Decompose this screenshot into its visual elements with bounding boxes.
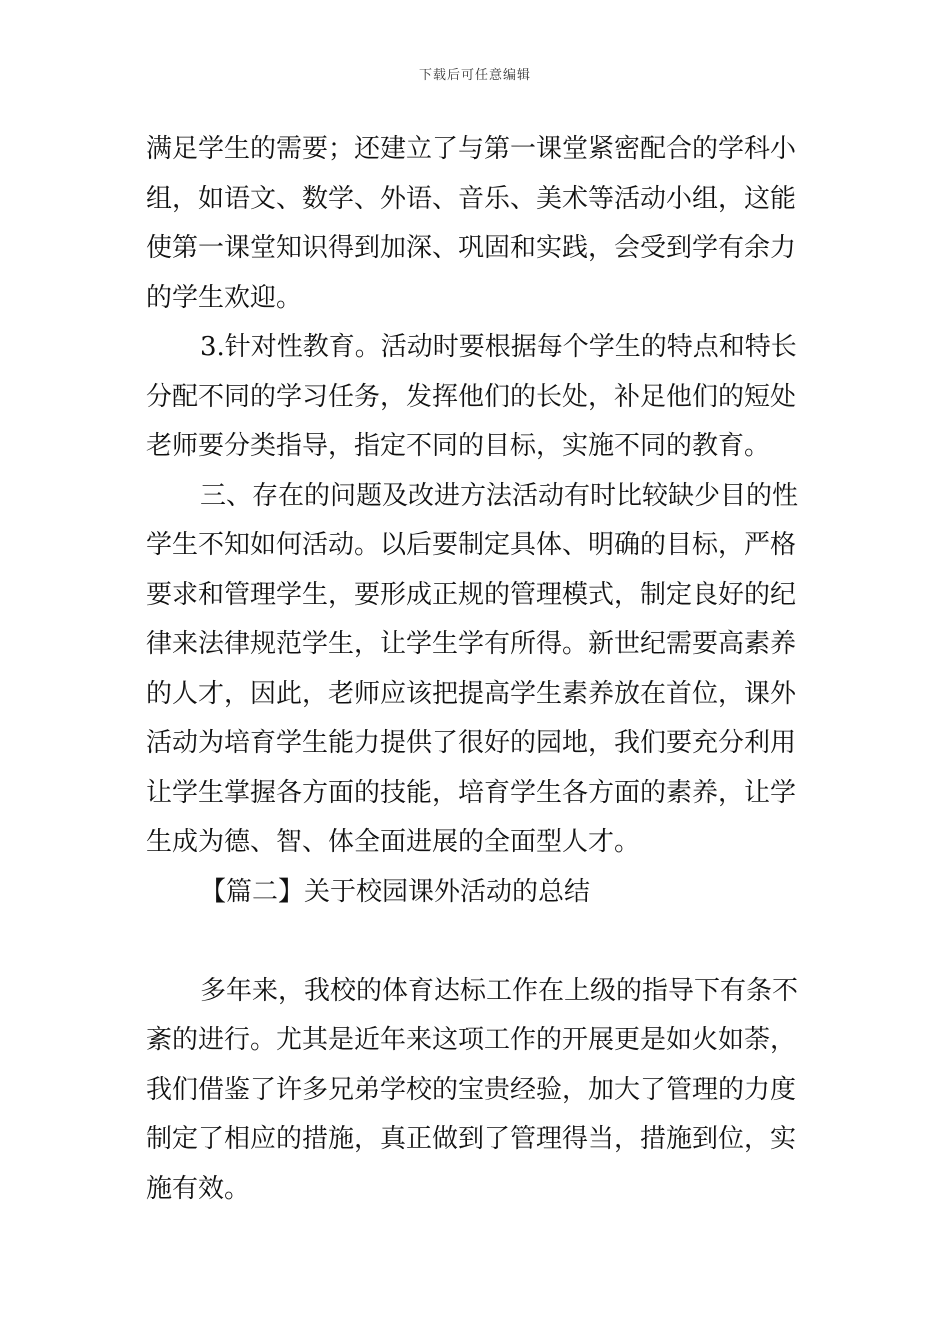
text-line: 律来法律规范学生，让学生学有所得。新世纪需要高素养 — [146, 629, 797, 659]
text-line: 3.针对性教育。活动时要根据每个学生的特点和特长 — [200, 332, 797, 362]
text-line: 多年来，我校的体育达标工作在上级的指导下有条不 — [200, 975, 799, 1006]
text-line: 要求和管理学生，要形成正规的管理模式，制定良好的纪 — [146, 579, 797, 610]
text-line: 使第一课堂知识得到加深、巩固和实践，会受到学有余力 — [146, 233, 797, 263]
text-line: 生成为德、智、体全面进展的全面型人才。 — [146, 827, 641, 857]
text-line: 制定了相应的措施，真正做到了管理得当，措施到位，实 — [146, 1124, 797, 1154]
document-body — [146, 125, 818, 1214]
blank-line — [146, 917, 818, 967]
text-line: 活动为培育学生能力提供了很好的园地，我们要充分利用 — [146, 728, 797, 758]
text-line: 我们借鉴了许多兄弟学校的宝贵经验，加大了管理的力度 — [146, 1074, 797, 1105]
text-line: 紊的进行。尤其是近年来这项工作的开展更是如火如荼， — [146, 1025, 797, 1055]
page-header-note: 下载后可任意编辑 — [418, 68, 531, 83]
text-line: 组，如语文、数学、外语、音乐、美术等活动小组，这能 — [146, 183, 797, 214]
text-line: 的学生欢迎。 — [146, 282, 303, 313]
text-line: 的人才，因此，老师应该把提高学生素养放在首位，课外 — [146, 678, 797, 709]
text-line: 学生不知如何活动。以后要制定具体、明确的目标，严格 — [146, 530, 797, 560]
section-heading: 【篇二】关于校园课外活动的总结 — [200, 876, 591, 907]
text-line: 满足学生的需要；还建立了与第一课堂紧密配合的学科小 — [146, 134, 797, 164]
text-line: 老师要分类指导，指定不同的目标，实施不同的教育。 — [146, 431, 771, 461]
text-line: 施有效。 — [146, 1173, 251, 1204]
text-line: 让学生掌握各方面的技能，培育学生各方面的素养，让学 — [146, 777, 797, 808]
text-line: 分配不同的学习任务，发挥他们的长处，补足他们的短处 — [146, 381, 797, 412]
text-line: 三、存在的问题及改进方法活动有时比较缺少目的性 — [200, 480, 799, 511]
